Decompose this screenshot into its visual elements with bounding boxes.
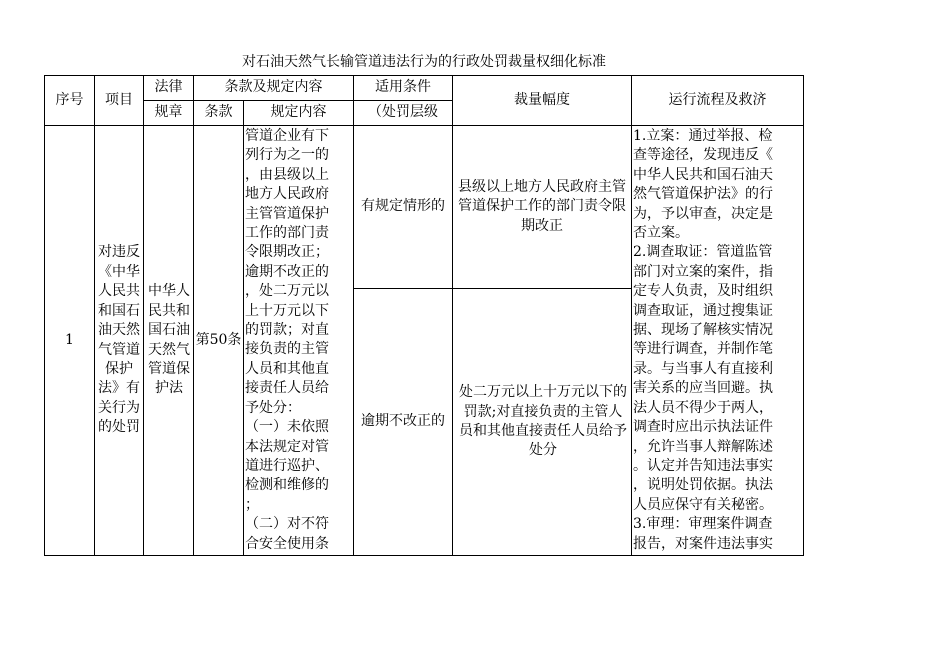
process-line: 然气管道保护法》的行 (633, 186, 773, 203)
content-line: 令限期改正； (245, 244, 329, 261)
content-line: 管道企业有下 (245, 128, 329, 144)
row-range-1: 县级以上地方人民政府主管管道保护工作的部门责令限期改正 (458, 178, 626, 234)
process-line: 害关系的应当回避。执 (633, 380, 773, 397)
content-line: （一）未依照 (245, 419, 329, 436)
row-clause: 第50条 (195, 331, 242, 348)
process-line: 2.调查取证：管道监管 (633, 244, 773, 261)
header-clause: 条款 (204, 104, 233, 121)
content-line: 本法规定对管 (245, 438, 329, 455)
row-process (633, 127, 803, 555)
process-line: ，说明处罚依据。执法 (633, 477, 773, 494)
process-line: 报告，对案件违法事实 (633, 535, 773, 552)
content-line: 检测和维修的 (245, 477, 329, 494)
header-condition-top: 适用条件 (375, 79, 431, 96)
header-law-bottom: 规章 (154, 104, 183, 120)
row-condition-1: 有规定情形的 (361, 198, 445, 215)
process-line: 录。与当事人有直接利 (633, 360, 773, 377)
header-range: 裁量幅度 (514, 91, 570, 108)
row-range-2: 处二万元以上十万元以下的罚款;对直接负责的主管人员和其他直接责任人员给予处分 (459, 384, 627, 459)
header-item: 项目 (105, 91, 133, 108)
row-item: 对违反《中华人民共和国石油天然气管道保护法》有关行为的处罚 (98, 244, 140, 436)
row-seq: 1 (65, 331, 74, 348)
content-line: 予处分： (245, 399, 301, 416)
content-line: 逾期不改正的 (245, 263, 329, 280)
header-law-top: 法律 (154, 79, 183, 96)
row-condition-2: 逾期不改正的 (361, 413, 445, 430)
process-line: 中华人民共和国石油天 (633, 166, 773, 183)
process-line: 3.审理：审理案件调查 (633, 516, 773, 533)
process-line: 等进行调查，并制作笔 (633, 341, 773, 358)
content-line: 人员和其他直 (245, 360, 329, 377)
content-line: 列行为之一的 (245, 147, 329, 164)
header-condition-bottom: （处罚层级 (368, 104, 438, 120)
content-line: ； (245, 496, 259, 513)
content-line: 工作的部门责 (245, 225, 329, 242)
content-line: 上十万元以下 (245, 302, 329, 319)
header-content: 规定内容 (270, 104, 327, 121)
process-line: 部门对立案的案件，指 (633, 263, 773, 280)
process-line: 为，予以审查，决定是 (633, 205, 773, 222)
header-seq: 序号 (55, 91, 84, 108)
content-line: 合安全使用条 (245, 535, 329, 552)
process-line: 1.立案：通过举报、检 (633, 128, 773, 144)
header-process: 运行流程及救济 (668, 91, 767, 108)
process-line: ，允许当事人辩解陈述 (633, 438, 773, 455)
content-line: ，处二万元以 (245, 283, 329, 300)
header-clause-group: 条款及规定内容 (224, 79, 323, 96)
row-law: 中华人民共和国石油天然气管道保护法 (148, 283, 190, 397)
process-line: 调查时应出示执法证件 (633, 419, 773, 436)
content-line: 主管管道保护 (245, 205, 329, 222)
content-line: ，由县级以上 (245, 166, 329, 183)
row-content (245, 127, 353, 555)
process-line: 法人员不得少于两人， (633, 399, 773, 416)
content-line: 接负责的主管 (245, 341, 329, 358)
document-title: 对石油天然气长输管道违法行为的行政处罚裁量权细化标准 (242, 54, 606, 70)
process-line: 人员应保守有关秘密。 (633, 496, 773, 513)
content-line: 地方人民政府 (245, 186, 329, 203)
process-line: 调查取证，通过搜集证 (633, 302, 773, 319)
process-line: 据、现场了解核实情况 (633, 322, 773, 339)
process-line: 。认定并告知违法事实 (633, 457, 773, 474)
process-line: 查等途径，发现违反《 (633, 147, 773, 164)
content-line: （二）对不符 (245, 516, 329, 533)
process-line: 否立案。 (633, 225, 689, 242)
content-line: 道进行巡护、 (245, 457, 329, 474)
process-line: 定专人负责，及时组织 (633, 283, 773, 300)
content-line: 的罚款；对直 (245, 322, 329, 339)
content-line: 接责任人员给 (245, 380, 329, 397)
